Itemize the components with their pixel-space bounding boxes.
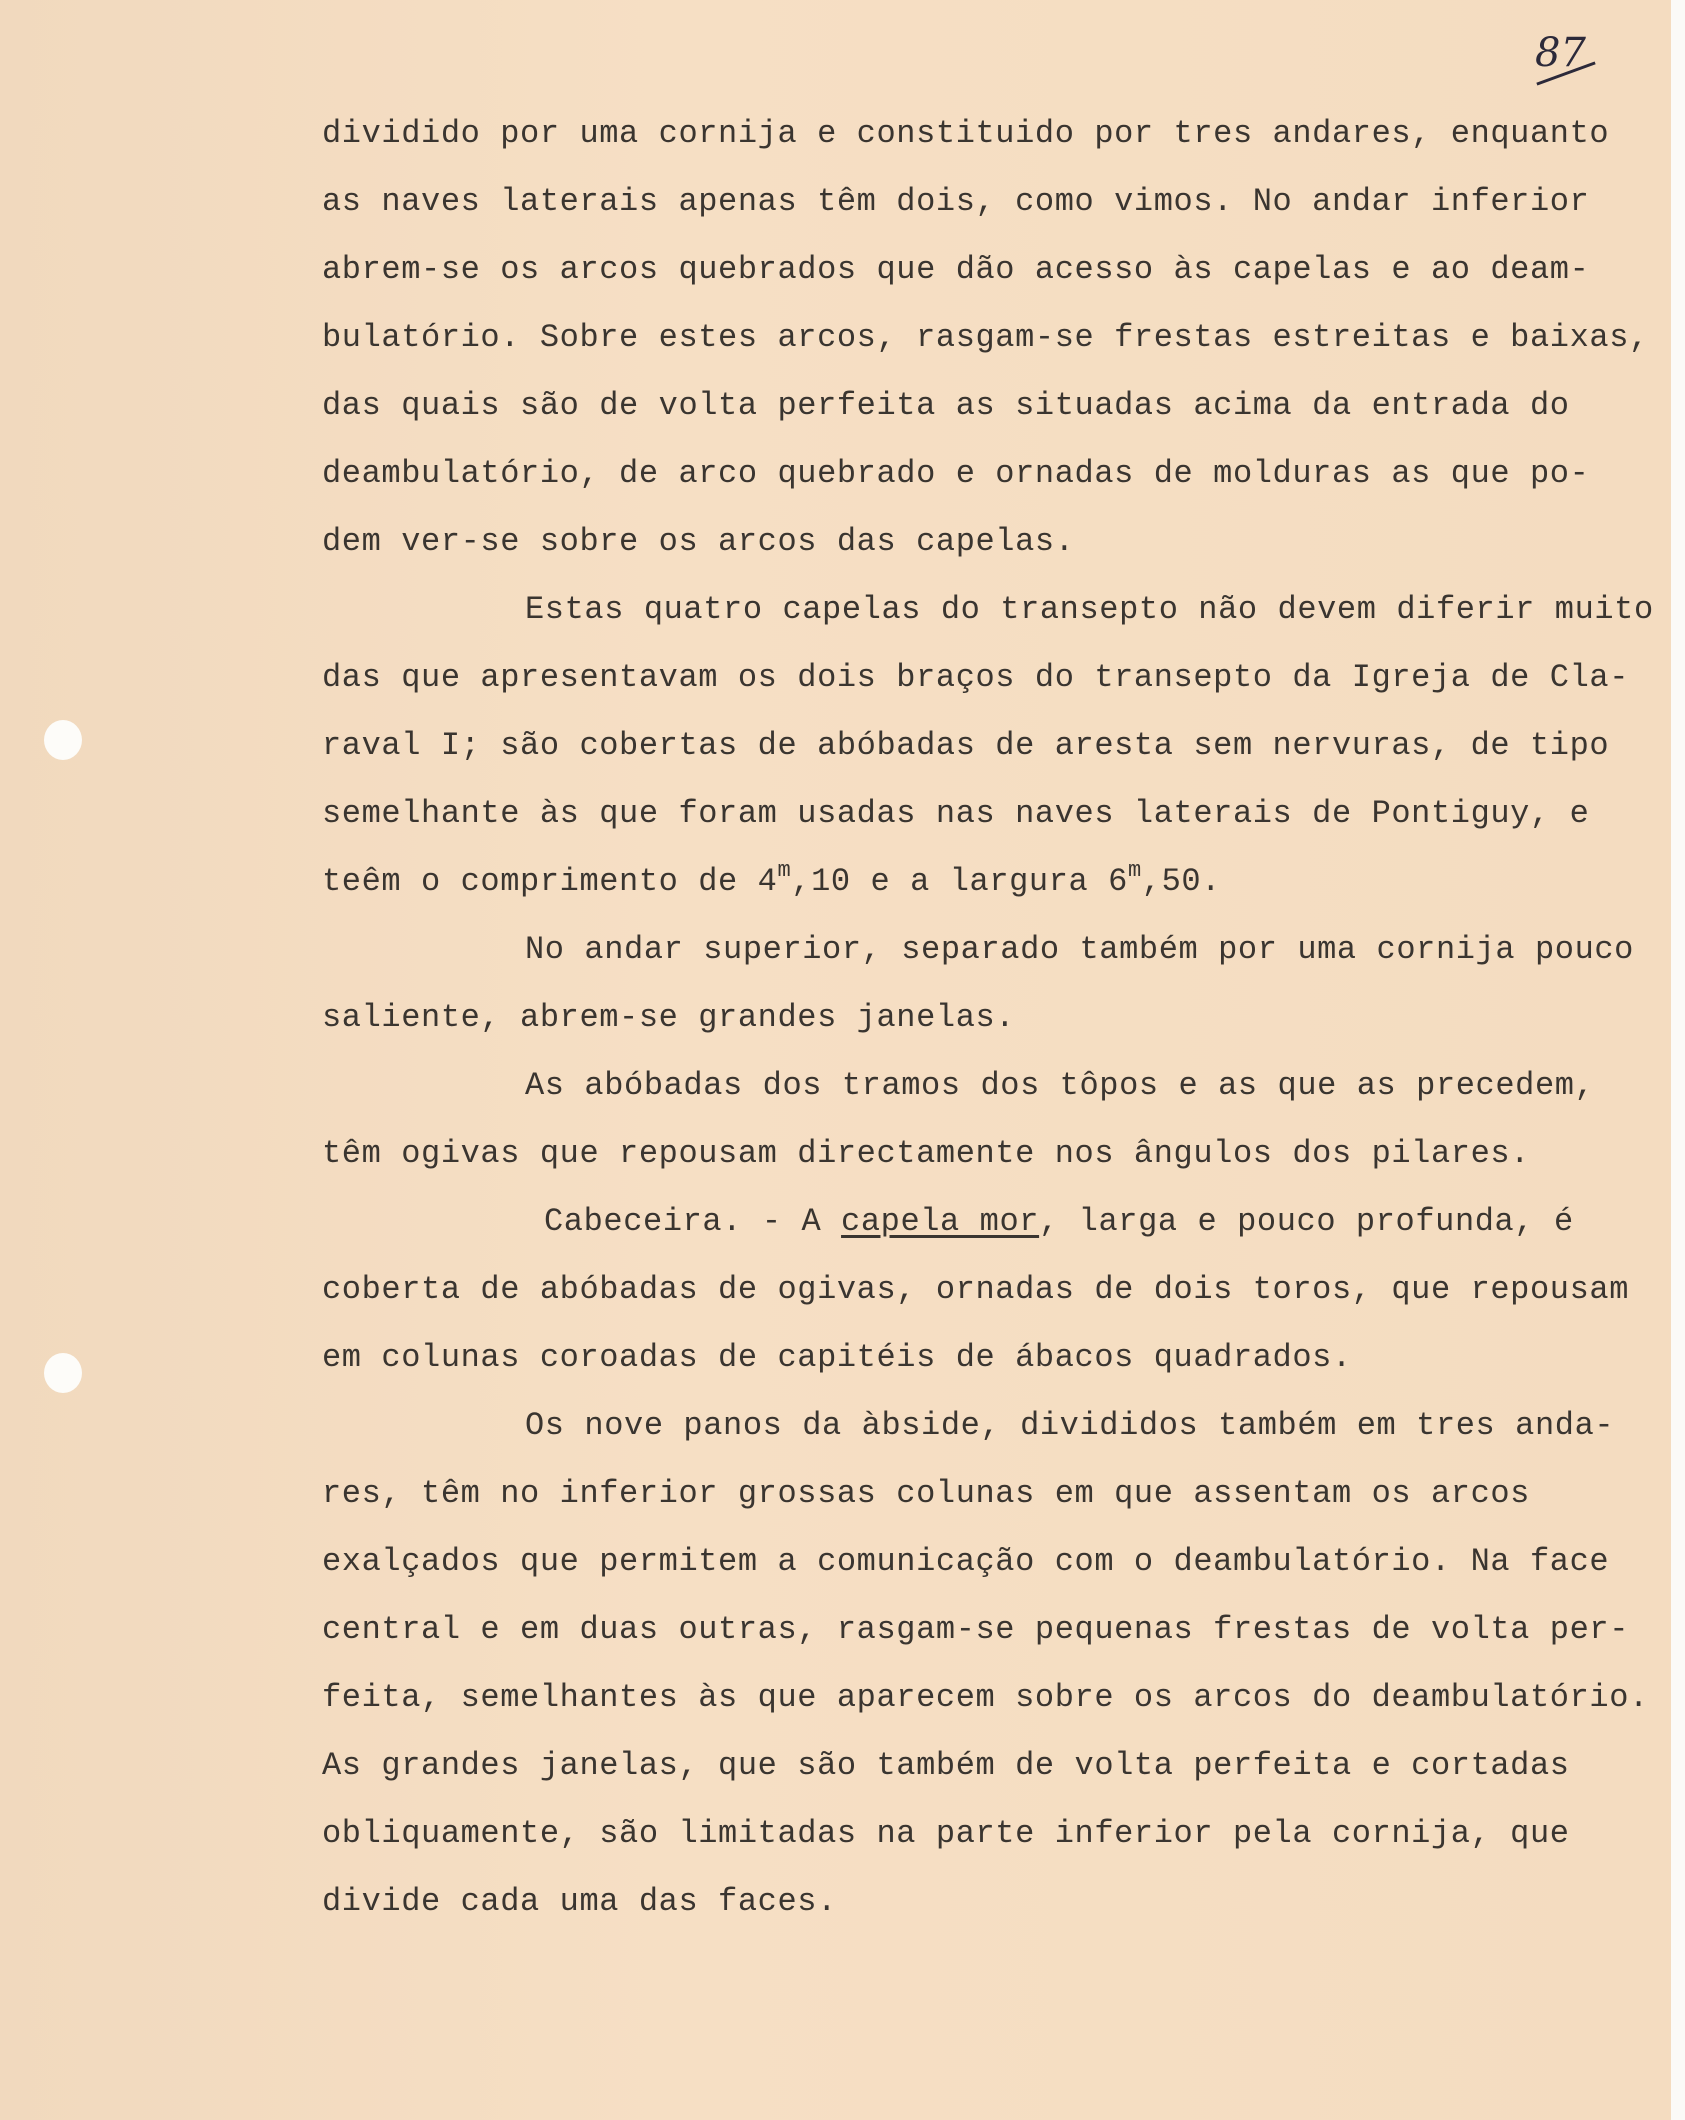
text-line [322,114,1654,182]
text-segment: As abóbadas dos tramos dos tôpos e as que as precedem, [525,1067,1595,1104]
text-line [322,1882,1654,1950]
superscript: m [777,858,792,883]
text-line [322,1338,1654,1406]
page-number: 87 [1535,30,1586,76]
text-segment: bulatório. Sobre estes arcos, rasgam-se frestas estreitas e baixas, [322,319,1649,356]
text-segment: semelhante às que foram usadas nas naves laterais de Pontiguy, e [322,795,1590,832]
punch-hole [44,720,82,760]
text-segment: teêm o comprimento de 4 [322,863,778,900]
text-segment: exalçados que permitem a comunicação com o deambulatório. Na face [322,1543,1610,1580]
text-line [322,1134,1654,1202]
typed-text-body [322,114,1654,1950]
text-segment: As grandes janelas, que são também de volta perfeita e cortadas [322,1747,1570,1784]
text-line [322,1542,1654,1610]
text-line [322,1406,1654,1474]
text-line [322,930,1654,998]
text-line [322,1678,1654,1746]
text-line [322,1270,1654,1338]
text-line [322,658,1654,726]
text-line [322,182,1654,250]
text-line [322,998,1654,1066]
text-segment: obliquamente, são limitadas na parte inferior pela cornija, que [322,1815,1570,1852]
text-line [322,1066,1654,1134]
text-segment: das que apresentavam os dois braços do transepto da Igreja de Cla- [322,659,1630,696]
text-line [322,590,1654,658]
text-line [322,250,1654,318]
text-segment: Cabeceira. - A [544,1203,842,1240]
text-segment: Os nove panos da àbside, divididos também em tres anda- [525,1407,1615,1444]
text-line [322,794,1654,862]
text-segment: em colunas coroadas de capitéis de ábacos quadrados. [322,1339,1352,1376]
text-segment: divide cada uma das faces. [322,1883,837,1920]
underlined-text: capela mor [841,1203,1040,1240]
text-segment: dem ver-se sobre os arcos das capelas. [322,523,1075,560]
text-line [322,1202,1654,1270]
text-segment: No andar superior, separado também por uma cornija pouco [525,931,1634,968]
text-segment: dividido por uma cornija e constituido por tres andares, enquanto [322,115,1610,152]
text-line [322,386,1654,454]
text-segment: as naves laterais apenas têm dois, como vimos. No andar inferior [322,183,1590,220]
text-segment: ,50. [1141,863,1221,900]
text-segment: abrem-se os arcos quebrados que dão acesso às capelas e ao deam- [322,251,1590,288]
text-line [322,1746,1654,1814]
page-edge [1671,0,1685,2120]
superscript: m [1127,858,1142,883]
text-line [322,726,1654,794]
text-segment: ,10 e a largura 6 [791,863,1128,900]
text-segment: têm ogivas que repousam directamente nos ângulos dos pilares. [322,1135,1530,1172]
text-segment: Estas quatro capelas do transepto não devem diferir muito [525,591,1654,628]
text-line [322,318,1654,386]
text-line [322,454,1654,522]
text-segment: , larga e pouco profunda, é [1039,1203,1574,1240]
text-line [322,1814,1654,1882]
text-line [322,1610,1654,1678]
text-segment: coberta de abóbadas de ogivas, ornadas de dois toros, que repousam [322,1271,1630,1308]
text-segment: feita, semelhantes às que aparecem sobre os arcos do deambulatório. [322,1679,1649,1716]
text-segment: das quais são de volta perfeita as situadas acima da entrada do [322,387,1570,424]
text-segment: central e em duas outras, rasgam-se pequenas frestas de volta per- [322,1611,1630,1648]
text-segment: saliente, abrem-se grandes janelas. [322,999,1016,1036]
text-line [322,1474,1654,1542]
text-segment: deambulatório, de arco quebrado e ornadas de molduras as que po- [322,455,1590,492]
text-segment: res, têm no inferior grossas colunas em que assentam os arcos [322,1475,1530,1512]
text-segment: raval I; são cobertas de abóbadas de aresta sem nervuras, de tipo [322,727,1610,764]
punch-hole [44,1353,82,1393]
text-line [322,858,1654,930]
text-line [322,522,1654,590]
